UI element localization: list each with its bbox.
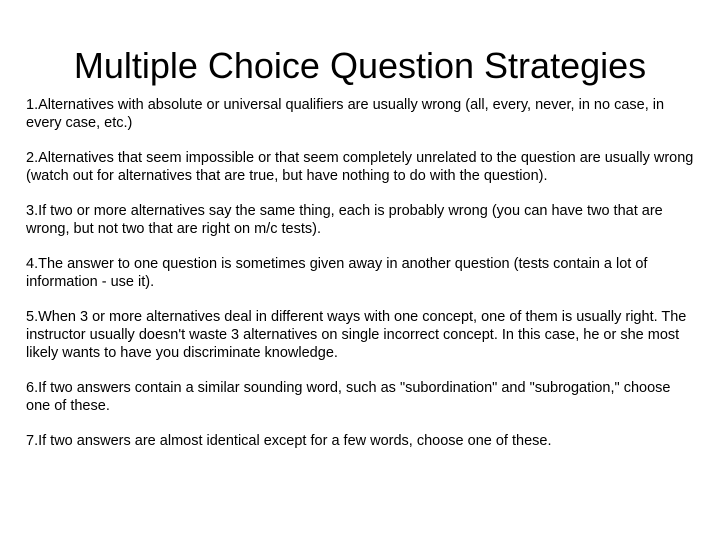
strategy-list	[26, 96, 698, 467]
strategy-item	[26, 96, 698, 132]
strategy-text: If two answers are almost identical except for a few words, choose one of these.	[38, 433, 552, 449]
strategy-text: Alternatives that seem impossible or that seem completely unrelated to the question are usually wrong (watch out for alternatives that are true, but have nothing to do with the question).	[26, 150, 694, 184]
strategy-item	[26, 202, 698, 238]
strategy-number: 7.	[26, 433, 39, 449]
strategy-text: Alternatives with absolute or universal qualifiers are usually wrong (all, every, never, in no case, in every case, etc.)	[26, 97, 665, 131]
strategy-item	[26, 149, 698, 185]
slide-title: Multiple Choice Question Strategies	[73, 45, 647, 86]
strategy-item	[26, 432, 698, 450]
strategy-item	[26, 379, 698, 415]
strategy-number: 1.	[26, 97, 39, 113]
strategy-item	[26, 255, 698, 291]
strategy-text: If two or more alternatives say the same thing, each is probably wrong (you can have two that are wrong, but not two that are right on m/c tests).	[26, 203, 663, 237]
strategy-item	[26, 308, 698, 362]
strategy-number: 6.	[26, 380, 39, 396]
strategy-text: The answer to one question is sometimes given away in another question (tests contain a lot of information - use it).	[26, 256, 648, 290]
strategy-text: When 3 or more alternatives deal in different ways with one concept, one of them is usually right. The instructor usually doesn't waste 3 alternatives on single incorrect concept. In this case, he or she most likely wants to have you discriminate knowledge.	[26, 309, 687, 361]
strategy-number: 4.	[26, 256, 39, 272]
strategy-text: If two answers contain a similar sounding word, such as "subordination" and "subrogation," choose one of these.	[26, 380, 671, 414]
strategy-number: 2.	[26, 150, 39, 166]
strategy-number: 3.	[26, 203, 39, 219]
strategy-number: 5.	[26, 309, 39, 325]
